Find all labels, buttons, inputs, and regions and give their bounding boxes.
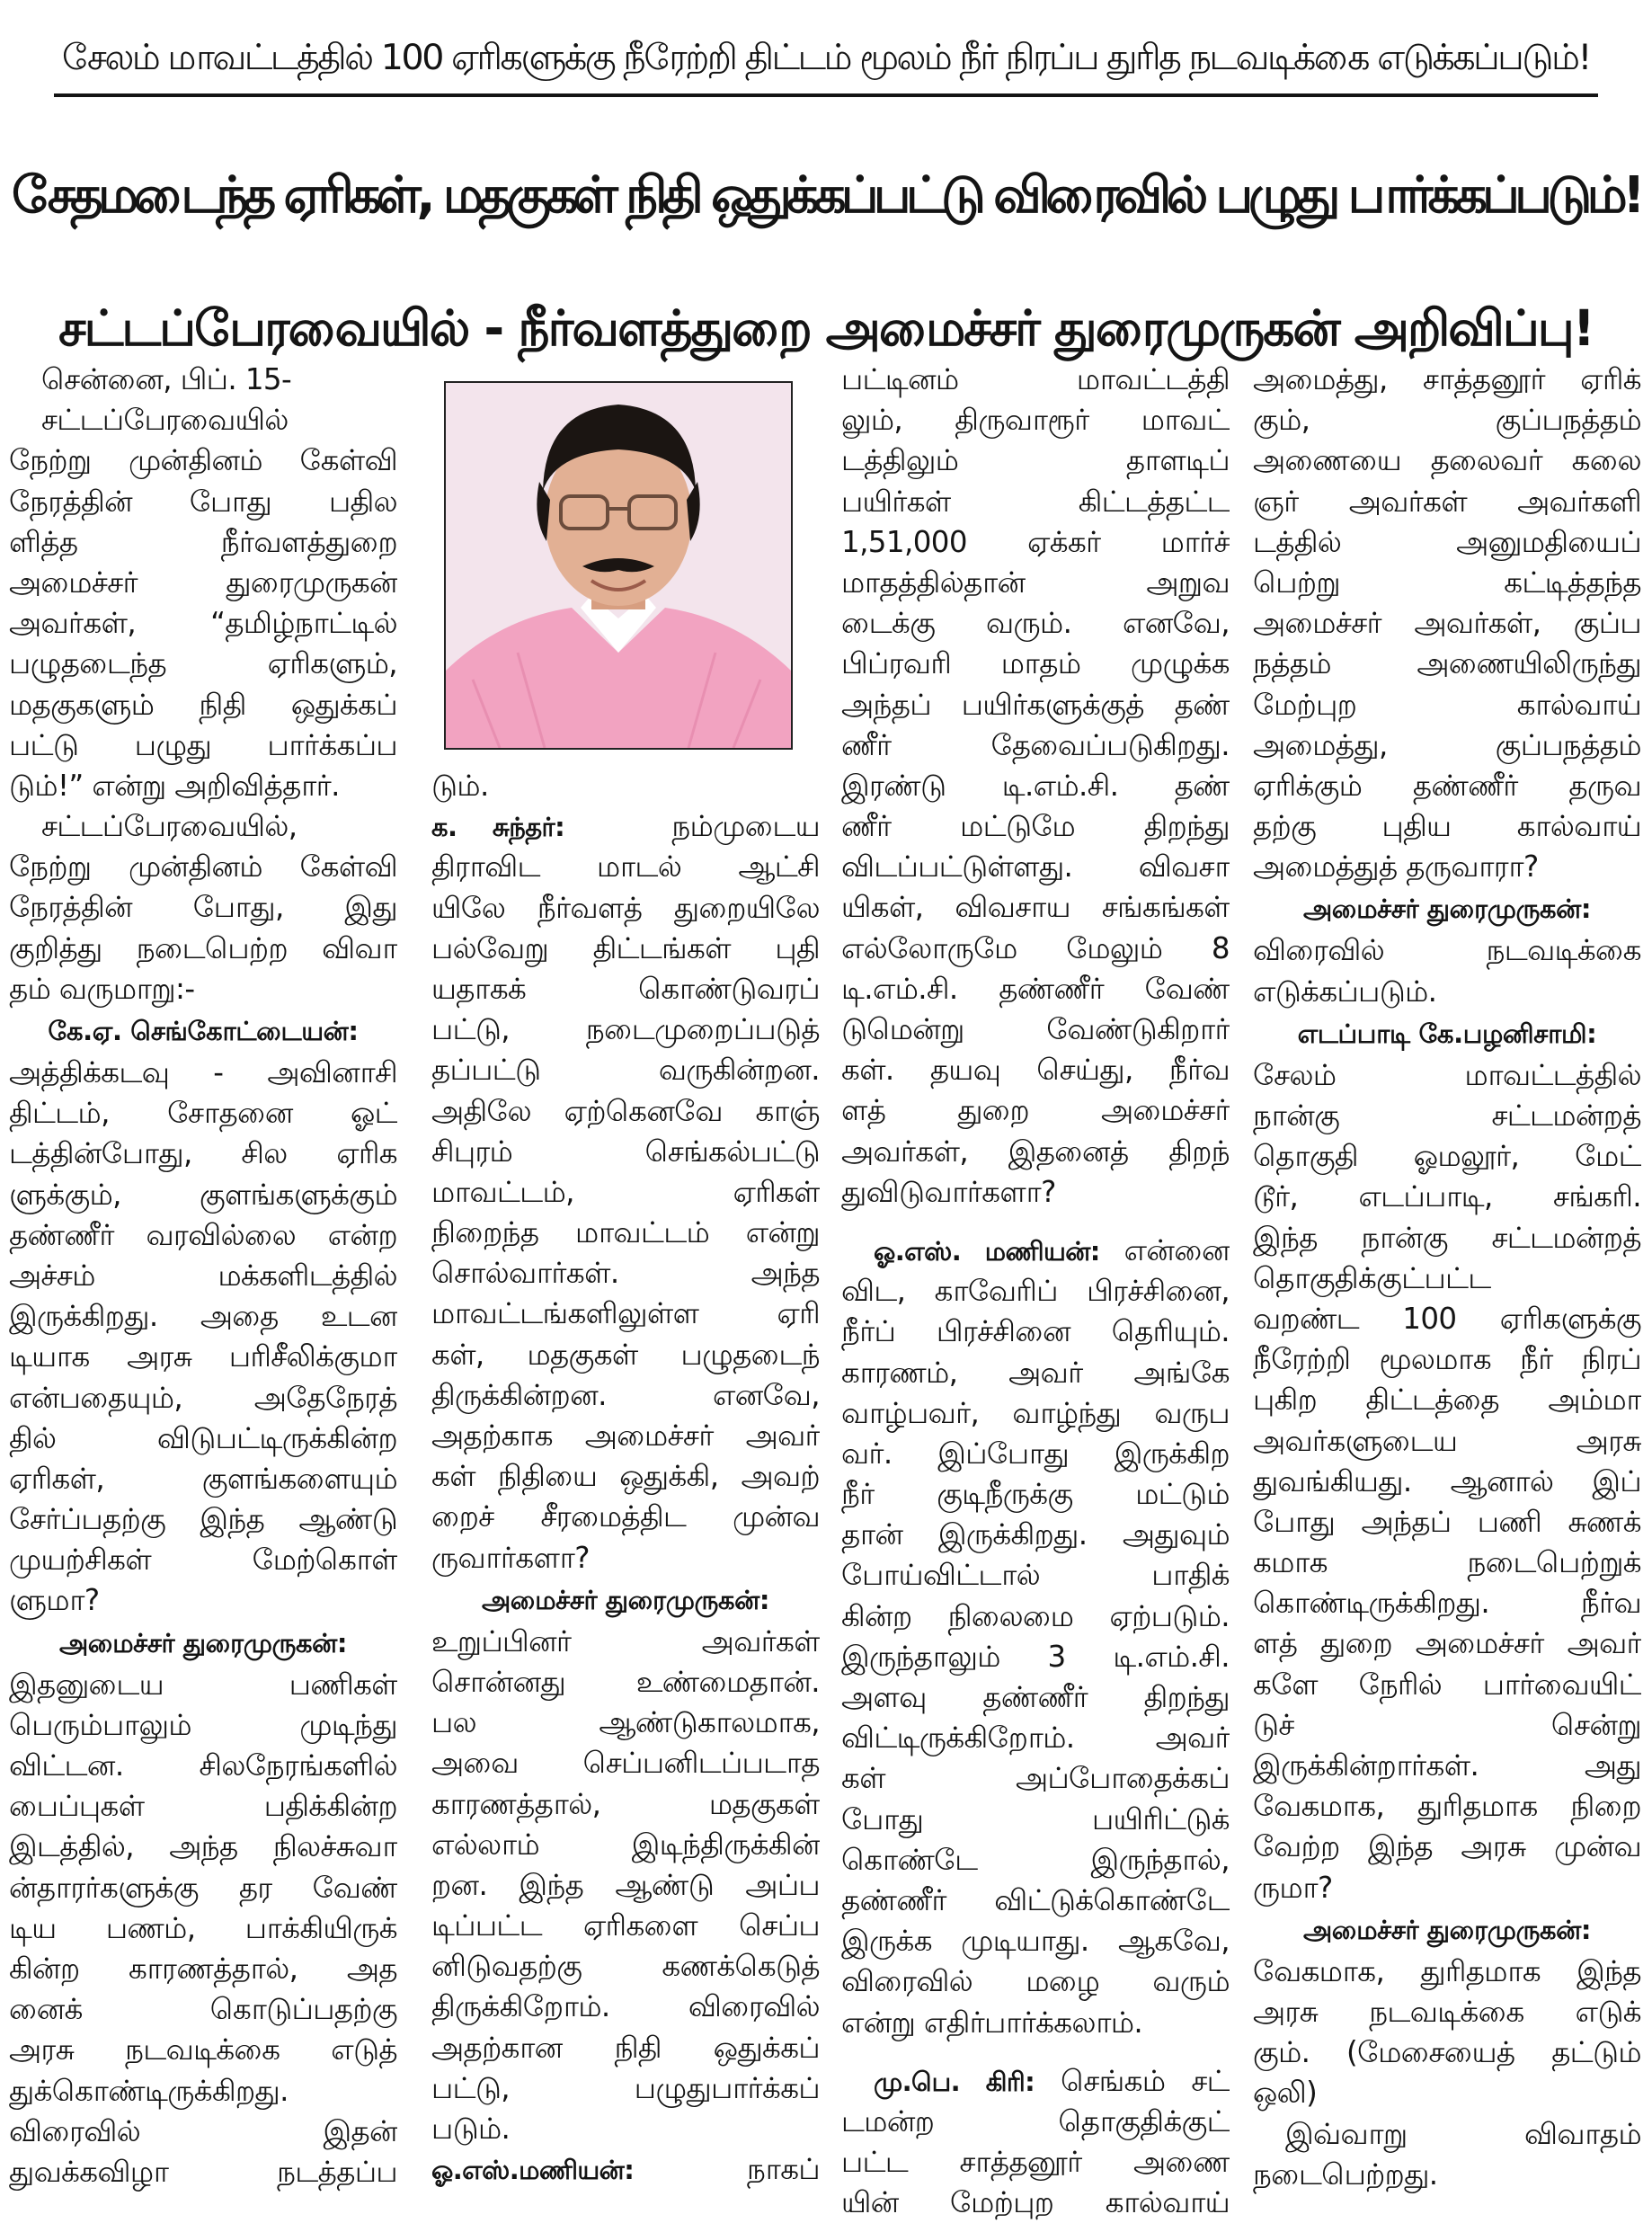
body-line: தப்பட்டு வருகின்றன. (431, 1053, 820, 1088)
body-line: பல்வேறு திட்டங்கள் புதி (431, 930, 820, 965)
body-line: துவங்கியது. ஆனால் இப் (1253, 1463, 1641, 1498)
body-line: திராவிட மாடல் ஆட்சி (431, 849, 820, 885)
body-line: டத்திலும் தாளடிப் (841, 443, 1230, 478)
body-line: யின் மேற்புற கால்வாய் (841, 2185, 1230, 2220)
body-line: அளவு தண்ணீர் திறந்து (841, 1680, 1230, 1714)
body-line: கின்ற நிலைமை ஏற்படும். (841, 1598, 1230, 1633)
body-line: தான் இருக்கிறது. அதுவும் (841, 1517, 1230, 1552)
body-line: கொண்டிருக்கிறது. நீர்வ (1253, 1586, 1641, 1621)
body-line: வாழ்பவர், வாழ்ந்து வருப (841, 1395, 1230, 1430)
body-line: விட்டிருக்கிறோம். அவர் (841, 1721, 1230, 1756)
body-line: இருக்கிறது. அதை உடன (9, 1299, 397, 1334)
body-line: தண்ணீர் விட்டுக்கொண்டே (841, 1882, 1230, 1917)
body-line: கள், மதகுகள் பழுதடைந் (431, 1337, 820, 1372)
body-line (841, 1231, 1230, 1271)
body-line: ளுமா? (9, 1583, 100, 1618)
body-line: அவை செப்பனிடப்படாத (431, 1746, 820, 1781)
speaker-name: அமைச்சர் துரைமுருகன்: (481, 1584, 770, 1615)
body-line: சிபுரம் செங்கல்பட்டு (431, 1134, 820, 1169)
article-column-1 (9, 360, 397, 2192)
body-line: ளித்த நீர்வளத்துறை (9, 524, 397, 559)
body-line: ன்தாரர்களுக்கு தர வேண் (9, 1870, 397, 1905)
body-line: பெரும்பாலும் முடிந்து (9, 1707, 397, 1742)
body-line: ளத் துறை அமைச்சர் அவர் (1253, 1626, 1641, 1661)
body-line: நத்தம் அணையிலிருந்து (1253, 646, 1641, 681)
article-column-3 (841, 360, 1230, 2223)
body-line: துவிடுவார்களா? (841, 1174, 1056, 1209)
body-line: நீர்ப் பிரச்சினை தெரியும். (841, 1314, 1230, 1349)
body-line: விரைவில் இதன் (9, 2113, 397, 2148)
body-line: படும். (431, 2112, 511, 2146)
speaker-name: க. சுந்தர்: (431, 812, 565, 843)
body-text: என்னை (1124, 1232, 1230, 1267)
body-line: கின்ற காரணத்தால், அத (9, 1951, 397, 1986)
body-line: ஏரிகள், குளங்களையும் (9, 1461, 397, 1496)
body-line: போய்விட்டால் பாதிக் (841, 1558, 1230, 1593)
body-line: கள் நிதியை ஒதுக்கி, அவற் (431, 1459, 820, 1494)
body-line: தொகுதிக்குட்பட்ட (1253, 1260, 1491, 1295)
body-line: பெற்று கட்டித்தந்த (1253, 565, 1641, 600)
body-line: இருந்தாலும் 3 டி.எம்.சி. (841, 1639, 1230, 1674)
body-line: டும்!” என்று அறிவித்தார். (9, 768, 340, 803)
body-line: ஞர் அவர்கள் அவர்களி (1253, 484, 1641, 519)
body-line: விரைவில் மழை வரும் (841, 1964, 1230, 1999)
body-line (841, 2061, 1230, 2102)
body-line: அரசு நடவடிக்கை எடுக் (1253, 1994, 1641, 2029)
body-line: டைக்கு வரும். எனவே, (841, 606, 1230, 641)
speaker-name: அமைச்சர் துரைமுருகன்: (58, 1627, 348, 1658)
body-line: ளுக்கும், குளங்களுக்கும் (9, 1177, 397, 1212)
body-line: நான்கு சட்டமன்றத் (1253, 1098, 1641, 1133)
body-line: டிப்பட்ட ஏரிகளை செப்ப (431, 1908, 820, 1943)
body-line: டுமென்று வேண்டுகிறார் (841, 1012, 1230, 1046)
body-line: யதாகக் கொண்டுவரப் (431, 971, 820, 1006)
body-line: இவ்வாறு விவாதம் (1285, 2116, 1641, 2151)
body-line: இரண்டு டி.எம்.சி. தண் (841, 768, 1230, 803)
dateline: சென்னை, பிப். 15- (41, 362, 292, 396)
sub-headline: சட்டப்பேரவையில் - நீர்வளத்துறை அமைச்சர் துரைமுருகன் அறிவிப்பு! (58, 299, 1594, 357)
body-line: கள் அப்போதைக்கப் (841, 1761, 1230, 1796)
body-line: மதகுகளும் நிதி ஒதுக்கப் (9, 687, 397, 722)
body-line: அவர்கள், “தமிழ்நாட்டில் (9, 606, 397, 641)
body-line (431, 806, 820, 847)
body-line: அமைத்து, குப்பநத்தம் (1253, 727, 1641, 762)
body-line: நீர் குடிநீருக்கு மட்டும் (841, 1477, 1230, 1512)
speaker-name: மு.பெ. கிரி: (874, 2066, 1035, 2097)
speaker-name: ஓ.எஸ். மணியன்: (874, 1235, 1100, 1267)
body-line: என்பதையும், அதேநேரத் (9, 1380, 397, 1415)
body-line: விட்டன. சிலநேரங்களில் (9, 1748, 397, 1783)
speaker-name: அமைச்சர் துரைமுருகன்: (1302, 1914, 1592, 1945)
body-line: திட்டம், சோதனை ஓட் (9, 1096, 397, 1131)
body-line: பயிர்கள் கிட்டத்தட்ட (841, 484, 1230, 519)
speaker-name: கே.ஏ. செங்கோட்டையன்: (48, 1016, 359, 1046)
body-line: டியாக அரசு பரிசீலிக்குமா (9, 1339, 397, 1374)
body-line: முயற்சிகள் மேற்கொள் (9, 1543, 397, 1578)
article-column-2 (431, 766, 820, 2190)
body-line: கமாக நடைபெற்றுக் (1253, 1545, 1641, 1580)
body-line: டும். (431, 769, 489, 803)
body-line: வறண்ட 100 ஏரிகளுக்கு (1253, 1301, 1641, 1336)
speaker-name: அமைச்சர் துரைமுருகன்: (1302, 894, 1592, 925)
body-line: அதற்காக அமைச்சர் அவர் (431, 1418, 820, 1453)
body-line: சட்டப்பேரவையில் (41, 403, 289, 438)
body-line: நீரேற்றி மூலமாக நீர் நிரப் (1253, 1342, 1641, 1377)
body-line: அவர்கள், இதனைத் திறந் (841, 1134, 1230, 1169)
body-line: சேலம் மாவட்டத்தில் (1253, 1057, 1641, 1092)
body-line: நேற்று முன்தினம் கேள்வி (9, 443, 397, 478)
body-line: ளத் துறை அமைச்சர் (841, 1093, 1230, 1128)
body-line: கொண்டே இருந்தால், (841, 1842, 1230, 1877)
body-line: எல்லாம் இடிந்திருக்கின் (431, 1827, 820, 1862)
body-line: தில் விடுபட்டிருக்கின்ற (9, 1420, 397, 1455)
body-line: தண்ணீர் வரவில்லை என்ற (9, 1217, 397, 1252)
body-line: சொல்வார்கள். அந்த (431, 1256, 820, 1291)
body-line: அத்திக்கடவு - அவினாசி (9, 1055, 397, 1089)
body-line: யிலே நீர்வளத் துறையிலே (431, 890, 820, 925)
body-line: இடத்தில், அந்த நிலச்சுவா (9, 1829, 397, 1864)
body-line: மேற்புற கால்வாய் (1253, 687, 1641, 722)
speaker-name: எடப்பாடி கே.பழனிசாமி: (1297, 1018, 1597, 1049)
body-line: இதனுடைய பணிகள் (9, 1667, 397, 1702)
body-line: துக்கொண்டிருக்கிறது. (9, 2073, 289, 2108)
body-line: விட, காவேரிப் பிரச்சினை, (841, 1274, 1230, 1309)
body-line: டமன்ற தொகுதிக்குட் (841, 2103, 1230, 2139)
main-headline: சேதமடைந்த ஏரிகள், மதகுகள் நிதி ஒதுக்கப்பட்டு விரைவில் பழுது பார்க்கப்படும்! (11, 166, 1641, 225)
body-line: விரைவில் நடவடிக்கை (1253, 933, 1641, 968)
body-line (431, 2149, 820, 2190)
body-line: வேகமாக, துரிதமாக இந்த (1253, 1953, 1641, 1988)
body-line: அதற்கான நிதி ஒதுக்கப் (431, 2030, 820, 2065)
body-line: பைப்புகள் பதிக்கின்ற (9, 1789, 397, 1824)
minister-portrait-photo (444, 381, 793, 750)
body-line: நிறைந்த மாவட்டம் என்று (431, 1215, 820, 1250)
body-line: நடைபெற்றது. (1253, 2156, 1438, 2192)
kicker-headline: சேலம் மாவட்டத்தில் 100 ஏரிகளுக்கு நீரேற்றி திட்டம் மூலம் நீர் நிரப்ப துரித நடவடிக்கை எடுக்கப்படும்! (62, 37, 1590, 78)
body-line: அமைச்சர் அவர்கள், குப்ப (1253, 606, 1641, 641)
body-line: அரசு நடவடிக்கை எடுத் (9, 2032, 397, 2067)
body-line: அதிலே ஏற்கெனவே காஞ் (431, 1093, 820, 1128)
body-line: றன. இந்த ஆண்டு அப்ப (431, 1867, 820, 1902)
speaker-name: ஓ.எஸ்.மணியன்: (431, 2155, 635, 2186)
body-line: டி.எம்.சி. தண்ணீர் வேண் (841, 971, 1230, 1006)
body-line: அச்சம் மக்களிடத்தில் (9, 1258, 397, 1293)
body-line: ணீர் மட்டுமே திறந்து (841, 809, 1230, 844)
body-text: நாகப் (746, 2152, 820, 2187)
body-line: குறித்து நடைபெற்ற விவா (9, 930, 397, 965)
body-line: வேகமாக, துரிதமாக நிறை (1253, 1789, 1641, 1824)
body-line: சொன்னது உண்மைதான். (431, 1664, 820, 1699)
body-line: மாதத்தில்தான் அறுவ (841, 565, 1230, 600)
body-line: டத்தில் அனுமதியைப் (1253, 524, 1641, 559)
body-line: லும், திருவாரூர் மாவட் (841, 403, 1230, 438)
body-line: றைச் சீரமைத்திட முன்வ (431, 1499, 820, 1534)
body-line: பல ஆண்டுகாலமாக, (431, 1705, 820, 1740)
body-line: என்று எதிர்பார்க்கலாம். (841, 2005, 1143, 2040)
body-line: ஏரிக்கும் தண்ணீர் தருவ (1253, 768, 1641, 803)
body-line: காரணத்தால், மதகுகள் (431, 1786, 820, 1821)
body-line: ஒலி) (1253, 2076, 1318, 2111)
body-line: நேரத்தின் போது, இது (9, 890, 397, 925)
body-line: ருமா? (1253, 1870, 1333, 1905)
body-line: டிய பணம், பாக்கியிருக் (9, 1910, 397, 1945)
body-line: னிடுவதற்கு கணக்கெடுத் (431, 1949, 820, 1984)
paragraph-gap (841, 1213, 1230, 1231)
body-line: திருக்கின்றன. எனவே, (431, 1377, 820, 1412)
body-line: மாவட்டம், ஏரிகள் (431, 1174, 820, 1209)
body-line: எல்லோருமே மேலும் 8 (841, 930, 1230, 965)
body-line: நேரத்தின் போது பதில (9, 484, 397, 519)
body-line: இந்த நான்கு சட்டமன்றத் (1253, 1220, 1641, 1255)
body-line: விடப்பட்டுள்ளது. விவசா (841, 849, 1230, 885)
body-line: இருக்கின்றார்கள். அது (1253, 1748, 1641, 1783)
body-line: டுச் சென்று (1253, 1707, 1641, 1742)
body-line: புகிற திட்டத்தை அம்மா (1253, 1383, 1641, 1418)
body-line: போது அந்தப் பணி சுணக் (1253, 1504, 1641, 1539)
body-line: பட்டு, பழுதுபார்க்கப் (431, 2070, 820, 2105)
body-line: உறுப்பினர் அவர்கள் (431, 1623, 820, 1658)
body-line: களே நேரில் பார்வையிட் (1253, 1667, 1641, 1702)
body-line: அமைச்சர் துரைமுருகன் (9, 565, 397, 600)
body-text: நம்முடைய (671, 809, 820, 844)
body-line: திருக்கிறோம். விரைவில் (431, 1989, 820, 2024)
body-line: அமைத்து, சாத்தனூர் ஏரிக் (1253, 362, 1641, 396)
body-line: பட்டினம் மாவட்டத்தி (841, 362, 1230, 396)
body-line: தொகுதி ஓமலூர், மேட் (1253, 1139, 1641, 1174)
body-line: போது பயிரிட்டுக் (841, 1801, 1230, 1836)
body-line: வேற்ற இந்த அரசு முன்வ (1253, 1829, 1641, 1864)
body-line: பட்டு பழுது பார்க்கப்ப (9, 727, 397, 762)
body-line: சேர்ப்பதற்கு இந்த ஆண்டு (9, 1502, 397, 1537)
kicker-underline (54, 93, 1598, 97)
body-line: பழுதடைந்த ஏரிகளும், (9, 646, 397, 681)
body-line: னைக் கொடுப்பதற்கு (9, 1992, 397, 2027)
body-line: காரணம், அவர் அங்கே (841, 1355, 1230, 1390)
body-line: பட்டு, நடைமுறைப்படுத் (431, 1012, 820, 1047)
body-line: அவர்களுடைய அரசு (1253, 1423, 1641, 1458)
body-line: மாவட்டங்களிலுள்ள ஏரி (431, 1296, 820, 1331)
body-line: எடுக்கப்படும். (1253, 974, 1437, 1009)
body-line: அணையை தலைவர் கலை (1253, 443, 1641, 478)
article-column-4 (1253, 360, 1641, 2195)
body-line: நேற்று முன்தினம் கேள்வி (9, 849, 397, 885)
body-line: ருவார்களா? (431, 1540, 590, 1575)
body-line: கும். (மேசையைத் தட்டும் (1253, 2035, 1641, 2070)
body-line: கும், குப்பநத்தம் (1253, 403, 1641, 438)
body-line: கள். தயவு செய்து, நீர்வ (841, 1053, 1230, 1088)
body-line: தம் வருமாறு:- (9, 971, 195, 1006)
body-text: செங்கம் சட் (1061, 2063, 1230, 2098)
body-line: டூர், எடப்பாடி, சங்கரி. (1253, 1179, 1641, 1214)
body-line: துவக்கவிழா நடத்தப்ப (9, 2154, 397, 2189)
body-line: பட்ட சாத்தனூர் அணை (841, 2145, 1230, 2180)
body-line: வர். இப்போது இருக்கிற (841, 1436, 1230, 1471)
body-line: ணீர் தேவைப்படுகிறது. (841, 727, 1230, 762)
body-line: அந்தப் பயிர்களுக்குத் தண் (841, 687, 1230, 722)
body-line: 1,51,000 ஏக்கர் மார்ச் (841, 524, 1230, 559)
paragraph-gap (841, 2043, 1230, 2061)
body-line: தற்கு புதிய கால்வாய் (1253, 809, 1641, 844)
body-line: அமைத்துத் தருவாரா? (1253, 849, 1539, 885)
body-line: இருக்க முடியாது. ஆகவே, (841, 1924, 1230, 1959)
body-line: யிகள், விவசாய சங்கங்கள் (841, 890, 1230, 925)
body-line: சட்டப்பேரவையில், (41, 809, 298, 844)
body-line: டத்தின்போது, சில ஏரிக (9, 1136, 397, 1171)
body-line: பிப்ரவரி மாதம் முழுக்க (841, 646, 1230, 681)
